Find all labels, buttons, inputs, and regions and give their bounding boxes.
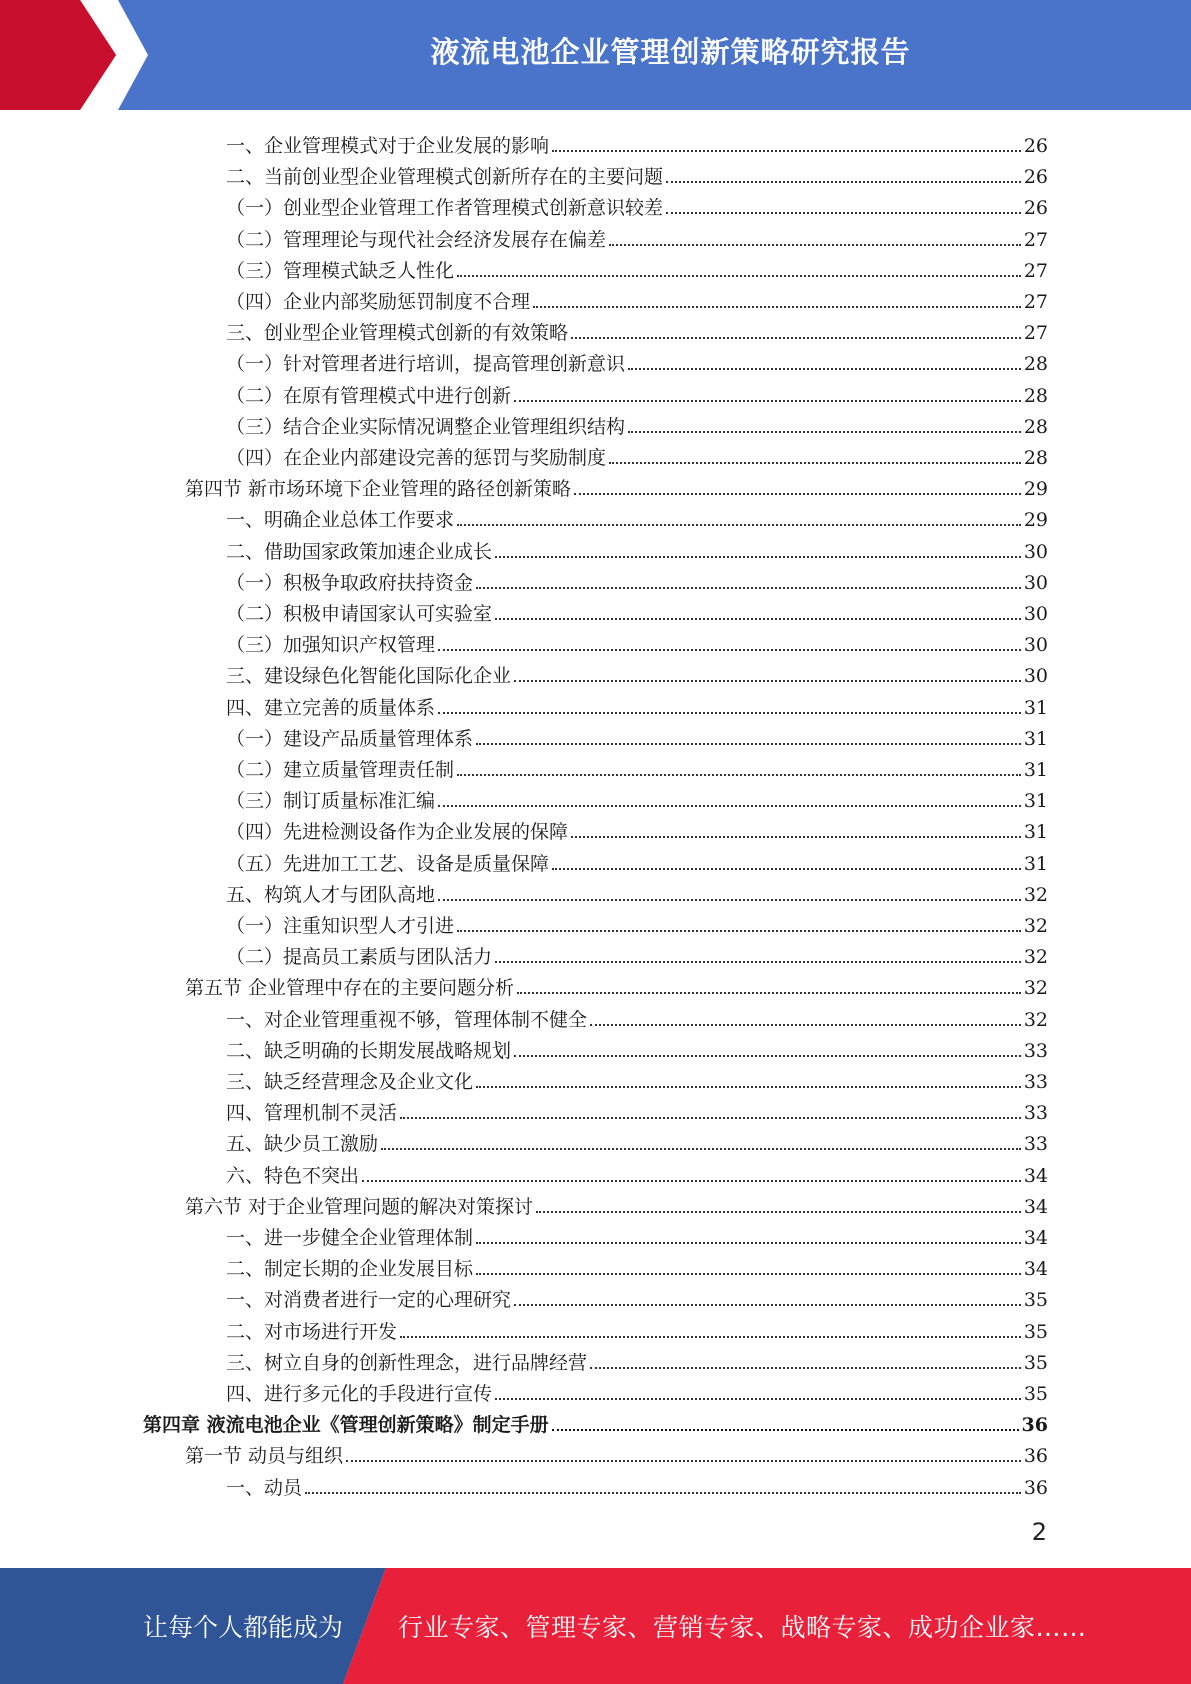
toc-entry-label: 三、缺乏经营理念及企业文化 xyxy=(226,1071,474,1093)
toc-entry-page: 33 xyxy=(1023,1039,1048,1062)
toc-dot-leader xyxy=(400,1336,1021,1338)
toc-entry-page: 33 xyxy=(1023,1102,1048,1125)
toc-entry-page: 36 xyxy=(1023,1476,1048,1499)
toc-entry-page: 35 xyxy=(1023,1320,1048,1343)
toc-entry-label: 第四节 新市场环境下企业管理的路径创新策略 xyxy=(185,478,572,501)
toc-dot-leader xyxy=(590,1367,1021,1369)
toc-dot-leader xyxy=(362,1180,1021,1182)
toc-dot-leader xyxy=(571,337,1021,339)
toc-entry[interactable] xyxy=(226,501,1048,532)
toc-entry-label: 四、管理机制不灵活 xyxy=(226,1102,398,1125)
page-header xyxy=(0,0,1191,110)
toc-entry[interactable] xyxy=(226,1032,1048,1063)
toc-entry-label: （三）管理模式缺乏人性化 xyxy=(226,259,455,282)
toc-dot-leader xyxy=(571,836,1021,838)
toc-entry-label: 一、对企业管理重视不够，管理体制不健全 xyxy=(226,1008,588,1031)
toc-entry[interactable] xyxy=(226,1063,1048,1094)
toc-entry-label: （一）建设产品质量管理体系 xyxy=(226,727,474,750)
toc-entry-label: 第四章 液流电池企业《管理创新策略》制定手册 xyxy=(143,1414,549,1437)
toc-dot-leader xyxy=(666,212,1021,214)
toc-entry[interactable] xyxy=(226,189,1048,220)
toc-entry[interactable] xyxy=(226,876,1048,907)
toc-entry-label: （四）企业内部奖励惩罚制度不合理 xyxy=(226,291,531,313)
toc-entry-page: 34 xyxy=(1023,1195,1048,1218)
toc-entry-page: 32 xyxy=(1023,883,1048,906)
toc-entry-label: 三、建设绿色化智能化国际化企业 xyxy=(226,665,512,688)
page-number: 2 xyxy=(1031,1518,1047,1546)
toc-entry-page: 28 xyxy=(1023,384,1048,407)
toc-dot-leader xyxy=(476,1242,1021,1244)
toc-entry-page: 31 xyxy=(1023,821,1048,844)
toc-entry[interactable] xyxy=(226,751,1048,782)
toc-entry-page: 32 xyxy=(1023,977,1048,1000)
toc-dot-leader xyxy=(476,1273,1021,1275)
toc-dot-leader xyxy=(457,524,1021,526)
toc-dot-leader xyxy=(666,181,1021,183)
toc-dot-leader xyxy=(346,1460,1021,1462)
toc-entry-label: 第五节 企业管理中存在的主要问题分析 xyxy=(185,977,515,1000)
toc-dot-leader xyxy=(514,1055,1021,1057)
toc-dot-leader xyxy=(514,680,1021,682)
toc-entry[interactable] xyxy=(226,158,1048,189)
toc-entry-page: 27 xyxy=(1023,322,1048,345)
toc-entry-page: 28 xyxy=(1023,415,1048,438)
toc-entry-page: 33 xyxy=(1023,1071,1048,1093)
toc-entry-label: 第一节 动员与组织 xyxy=(185,1445,344,1468)
toc-entry-label: 四、建立完善的质量体系 xyxy=(226,696,436,719)
toc-dot-leader xyxy=(400,1117,1021,1119)
toc-entry[interactable] xyxy=(226,127,1048,158)
toc-entry-page: 32 xyxy=(1023,946,1048,969)
toc-entry[interactable] xyxy=(226,845,1048,876)
toc-dot-leader xyxy=(609,244,1021,246)
toc-dot-leader xyxy=(552,150,1021,152)
toc-dot-leader xyxy=(495,556,1021,558)
toc-entry-page: 32 xyxy=(1023,915,1048,937)
toc-entry-page: 31 xyxy=(1023,759,1048,781)
toc-entry[interactable] xyxy=(226,439,1048,470)
toc-entry[interactable] xyxy=(226,813,1048,844)
footer-slogan-right: 行业专家、管理专家、营销专家、战略专家、成功企业家…… xyxy=(398,1613,1087,1642)
toc-dot-leader xyxy=(476,1086,1021,1088)
toc-dot-leader xyxy=(536,1211,1021,1213)
toc-entry-label: 二、缺乏明确的长期发展战略规划 xyxy=(226,1039,512,1062)
toc-entry[interactable] xyxy=(226,1001,1048,1032)
toc-entry[interactable] xyxy=(226,720,1048,751)
page-footer xyxy=(0,1568,1191,1684)
toc-dot-leader xyxy=(514,400,1021,402)
toc-entry[interactable] xyxy=(185,470,1048,501)
toc-entry-label: （二）积极申请国家认可实验室 xyxy=(226,603,493,625)
toc-entry[interactable] xyxy=(226,1250,1048,1281)
toc-entry-label: 第六节 对于企业管理问题的解决对策探讨 xyxy=(185,1195,534,1218)
toc-entry-label: （二）管理理论与现代社会经济发展存在偏差 xyxy=(226,228,607,251)
toc-entry-page: 31 xyxy=(1023,852,1048,875)
toc-entry[interactable] xyxy=(226,252,1048,283)
toc-entry-page: 31 xyxy=(1023,790,1048,813)
toc-dot-leader xyxy=(552,1429,1019,1431)
toc-dot-leader xyxy=(476,743,1021,745)
toc-entry-label: 五、缺少员工激励 xyxy=(226,1133,379,1156)
toc-entry-label: （一）积极争取政府扶持资金 xyxy=(226,571,474,594)
toc-entry[interactable] xyxy=(226,595,1048,626)
toc-entry-page: 35 xyxy=(1023,1289,1048,1312)
toc-dot-leader xyxy=(438,649,1021,651)
toc-entry-label: （四）先进检测设备作为企业发展的保障 xyxy=(226,821,569,844)
toc-entry-label: （一）创业型企业管理工作者管理模式创新意识较差 xyxy=(226,197,664,220)
toc-entry[interactable] xyxy=(226,377,1048,408)
toc-entry-label: （一）注重知识型人才引进 xyxy=(226,915,455,937)
toc-dot-leader xyxy=(517,992,1021,994)
toc-entry-page: 28 xyxy=(1023,447,1048,469)
toc-entry-page: 34 xyxy=(1023,1164,1048,1187)
toc-entry-page: 26 xyxy=(1023,135,1048,157)
toc-dot-leader xyxy=(457,930,1021,932)
toc-entry-label: 二、当前创业型企业管理模式创新所存在的主要问题 xyxy=(226,166,664,189)
toc-dot-leader xyxy=(628,431,1021,433)
toc-entry[interactable] xyxy=(226,1469,1048,1500)
toc-entry[interactable] xyxy=(226,782,1048,813)
toc-entry[interactable] xyxy=(226,564,1048,595)
toc-entry-page: 26 xyxy=(1023,197,1048,220)
toc-entry-page: 28 xyxy=(1023,353,1048,376)
toc-entry-label: 六、特色不突出 xyxy=(226,1164,360,1187)
toc-dot-leader xyxy=(533,306,1021,308)
toc-entry-page: 30 xyxy=(1023,603,1048,625)
toc-entry-page: 33 xyxy=(1023,1133,1048,1156)
footer-slogan-left: 让每个人都能成为 xyxy=(143,1613,344,1642)
toc-dot-leader xyxy=(438,899,1021,901)
toc-dot-leader xyxy=(457,774,1021,776)
toc-entry[interactable] xyxy=(185,1188,1048,1219)
toc-entry-label: （三）结合企业实际情况调整企业管理组织结构 xyxy=(226,415,626,438)
toc-dot-leader xyxy=(495,618,1021,620)
toc-dot-leader xyxy=(457,275,1021,277)
toc-entry-page: 36 xyxy=(1021,1414,1048,1437)
toc-entry-page: 27 xyxy=(1023,228,1048,251)
toc-dot-leader xyxy=(574,493,1021,495)
toc-entry-page: 35 xyxy=(1023,1383,1048,1405)
toc-entry-label: 一、企业管理模式对于企业发展的影响 xyxy=(226,135,550,157)
toc-entry-label: （一）针对管理者进行培训，提高管理创新意识 xyxy=(226,353,626,376)
toc-entry-page: 30 xyxy=(1023,665,1048,688)
toc-entry[interactable] xyxy=(226,1375,1048,1406)
toc-entry-page: 32 xyxy=(1023,1008,1048,1031)
toc-entry[interactable] xyxy=(226,626,1048,657)
toc-entry-page: 34 xyxy=(1023,1227,1048,1249)
toc-entry-page: 26 xyxy=(1023,166,1048,189)
toc-dot-leader xyxy=(609,462,1021,464)
toc-entry-page: 31 xyxy=(1023,727,1048,750)
toc-entry-label: 五、构筑人才与团队高地 xyxy=(226,883,436,906)
toc-entry-page: 30 xyxy=(1023,540,1048,563)
toc-entry-label: 三、创业型企业管理模式创新的有效策略 xyxy=(226,322,569,345)
toc-entry[interactable] xyxy=(226,221,1048,252)
toc-entry-label: 二、对市场进行开发 xyxy=(226,1320,398,1343)
toc-entry-page: 29 xyxy=(1023,478,1048,501)
toc-entry-page: 34 xyxy=(1023,1258,1048,1281)
toc-dot-leader xyxy=(381,1148,1021,1150)
toc-entry[interactable] xyxy=(226,1313,1048,1344)
toc-entry-label: 三、树立自身的创新性理念，进行品牌经营 xyxy=(226,1351,588,1374)
document-title: 液流电池企业管理创新策略研究报告 xyxy=(430,34,911,69)
header-arrow-decoration xyxy=(0,0,160,110)
toc-entry[interactable] xyxy=(226,1125,1048,1156)
toc-dot-leader xyxy=(305,1492,1021,1494)
toc-entry[interactable] xyxy=(226,533,1048,564)
toc-entry-page: 27 xyxy=(1023,259,1048,282)
toc-entry-page: 27 xyxy=(1023,291,1048,313)
toc-entry-label: （二）建立质量管理责任制 xyxy=(226,759,455,781)
toc-entry-label: （二）在原有管理模式中进行创新 xyxy=(226,384,512,407)
toc-entry-label: 四、进行多元化的手段进行宣传 xyxy=(226,1383,493,1405)
toc-entry-label: 二、制定长期的企业发展目标 xyxy=(226,1258,474,1281)
toc-entry[interactable] xyxy=(226,314,1048,345)
toc-entry[interactable] xyxy=(226,345,1048,376)
toc-entry[interactable] xyxy=(226,689,1048,720)
toc-entry[interactable] xyxy=(226,657,1048,688)
toc-entry-label: 一、进一步健全企业管理体制 xyxy=(226,1227,474,1249)
toc-entry-label: （五）先进加工工艺、设备是质量保障 xyxy=(226,852,550,875)
toc-entry[interactable] xyxy=(226,1281,1048,1312)
toc-entry-label: （四）在企业内部建设完善的惩罚与奖励制度 xyxy=(226,447,607,469)
toc-entry-page: 35 xyxy=(1023,1351,1048,1374)
toc-entry[interactable] xyxy=(185,969,1048,1000)
toc-entry-label: 一、动员 xyxy=(226,1476,303,1499)
toc-entry-page: 36 xyxy=(1023,1445,1048,1468)
toc-entry[interactable] xyxy=(226,907,1048,938)
toc-dot-leader xyxy=(495,961,1021,963)
toc-entry-page: 30 xyxy=(1023,571,1048,594)
toc-entry[interactable] xyxy=(226,283,1048,314)
toc-dot-leader xyxy=(495,1398,1021,1400)
toc-entry-label: （三）加强知识产权管理 xyxy=(226,634,436,657)
toc-entry-label: （三）制订质量标准汇编 xyxy=(226,790,436,813)
toc-dot-leader xyxy=(438,712,1021,714)
toc-entry[interactable] xyxy=(226,1219,1048,1250)
toc-entry-page: 30 xyxy=(1023,634,1048,657)
toc-dot-leader xyxy=(552,868,1021,870)
toc-entry-label: 二、借助国家政策加速企业成长 xyxy=(226,540,493,563)
toc-dot-leader xyxy=(514,1304,1021,1306)
toc-entry[interactable] xyxy=(226,1344,1048,1375)
toc-dot-leader xyxy=(590,1024,1021,1026)
toc-entry[interactable] xyxy=(226,938,1048,969)
toc-entry[interactable] xyxy=(143,1406,1048,1437)
toc-entry-label: （二）提高员工素质与团队活力 xyxy=(226,946,493,969)
toc-entry-label: 一、对消费者进行一定的心理研究 xyxy=(226,1289,512,1312)
toc-dot-leader xyxy=(438,805,1021,807)
toc-entry[interactable] xyxy=(226,1094,1048,1125)
toc-dot-leader xyxy=(476,587,1021,589)
toc-dot-leader xyxy=(628,368,1021,370)
toc-entry-page: 31 xyxy=(1023,696,1048,719)
toc-entry[interactable] xyxy=(226,408,1048,439)
toc-entry[interactable] xyxy=(185,1437,1048,1468)
toc-entry-label: 一、明确企业总体工作要求 xyxy=(226,509,455,532)
toc-entry[interactable] xyxy=(226,1157,1048,1188)
toc-entry-page: 29 xyxy=(1023,509,1048,532)
